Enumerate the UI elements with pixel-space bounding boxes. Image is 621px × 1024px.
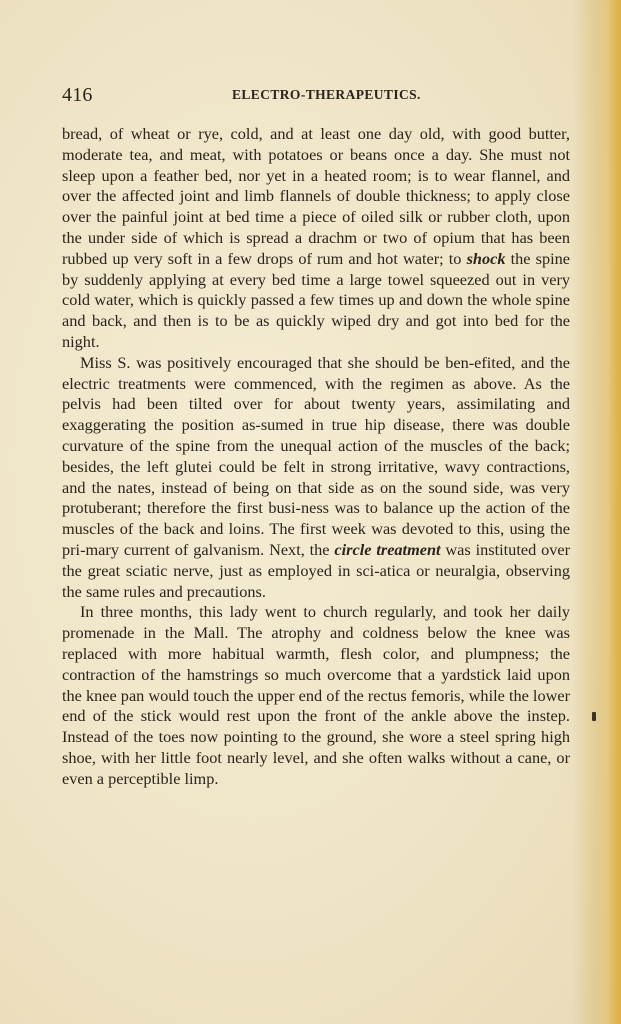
paragraph-text: bread, of wheat or rye, cold, and at least one day old, with good butter, moderate tea, and meat, with potatoes or beans once a day. She must not sleep upon a feather bed, nor yet in a heated room; is to wear flannel, and over the affected joint and limb flannels of double thickness; to apply close over the painful joint at bed time a piece of oiled silk or rubber cloth, upon the under side of which is spread a drachm or two of opium that has been rubbed up very soft in a few drops of rum and hot water; to [62, 124, 570, 268]
running-title: ELECTRO-THERAPEUTICS. [232, 87, 421, 102]
page-number: 416 [62, 84, 93, 106]
page-header [62, 84, 572, 106]
emphasis-text: shock [466, 248, 506, 268]
page-edge [609, 0, 621, 1024]
margin-mark [592, 712, 596, 721]
paragraph-text: Miss S. was positively encouraged that she should be ben-efited, and the electric treatments were commenced, with the regimen as above. As the pelvis had been tilted over for about twenty years, assimilating and exaggerating the position as-sumed in true hip disease, there was double curvature of the spine from the unequal action of the muscles of the back; besides, the left glutei could be felt in strong irritative, wavy contractions, and the nates, instead of being on that side as on the sound side, was very protuberant; therefore the first busi-ness was to balance up the action of the muscles of the back and loins. The first week was devoted to this, using the pri-mary current of galvanism. Next, the [62, 352, 570, 559]
paragraph [62, 353, 570, 603]
paragraph [62, 602, 570, 789]
paragraph-text: was instituted over the great sciatic nerve, just as employed in sci-atica or neuralgia, observing the same rules and precautions. [62, 539, 571, 601]
paragraph-text: In three months, this lady went to church regularly, and took her daily promenade in the Mall. The atrophy and coldness below the knee was replaced with more habitual warmth, flesh color, and plumpness; the contraction of the hamstrings so much overcome that a yardstick laid upon the knee pan would touch the upper end of the rectus femoris, while the lower end of the stick would rest upon the front of the ankle above the instep. Instead of the toes now pointing to the ground, she wore a steel spring high shoe, with her little foot nearly level, and she often walks without a cane, or even a perceptible limp. [62, 602, 570, 788]
body-text [62, 124, 570, 790]
emphasis-text: circle treatment [334, 539, 441, 559]
paragraph-text: the spine by suddenly applying at every bed time a large towel squeezed out in very cold water, which is quickly passed a few times up and down the whole spine and back, and then is to be as quickly wiped dry and got into bed for the night. [62, 248, 570, 351]
paragraph [62, 124, 570, 353]
